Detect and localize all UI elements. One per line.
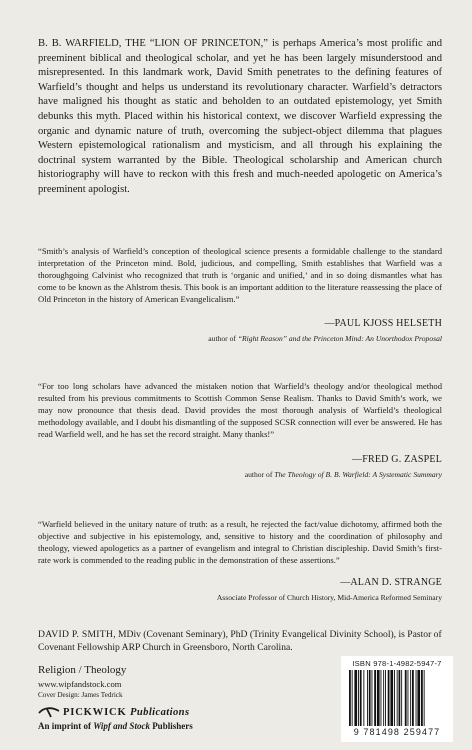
publisher-website: www.wipfandstock.com (38, 679, 122, 689)
imprint-suffix: Publishers (149, 721, 193, 731)
barcode-bar (349, 670, 351, 726)
barcode-bar (374, 670, 376, 726)
barcode-bar (381, 670, 382, 726)
barcode-bar (388, 670, 390, 726)
barcode-bar (399, 670, 401, 726)
affiliation-book-title: “Right Reason” and the Princeton Mind: An Unorthodox Proposal (237, 334, 442, 343)
barcode-bar (385, 670, 386, 726)
barcode-bars (349, 670, 445, 726)
barcode-bar (408, 670, 409, 726)
affiliation-prefix: author of (208, 334, 238, 343)
imprint-line (38, 721, 193, 731)
imprint-prefix: An imprint of (38, 721, 94, 731)
barcode-bar (383, 670, 384, 726)
book-description (38, 37, 442, 198)
barcode-bar (397, 670, 398, 726)
barcode-bar (417, 670, 420, 726)
cover-design-credit: Cover Design: James Tedrick (38, 691, 123, 699)
barcode-bar (390, 670, 393, 726)
barcode-bar (394, 670, 395, 726)
barcode-bar (416, 670, 417, 726)
description-lead: B. B. WARFIELD, THE “LION OF PRINCETON,” (38, 38, 268, 49)
endorsement-quote: “Smith’s analysis of Warfield’s conception of theological science presents a formidable challenge to the standard interpretation of the Princeton mind. Bold, judicious, and compelling, Smith establishes that Warfield was a thoroughgoing Calvinist who recognized that truth is ‘organic and unified,’ and in so doing dismantles what has come to be known as the Ahlstrom thesis. This book is an important addition to the literature reassessing the place of Old Princeton in the history of American Evangelicalism.” (38, 246, 442, 305)
isbn-label: ISBN 978-1-4982-5947-7 (352, 659, 442, 668)
endorser-name: —PAUL KJOSS HELSETH (324, 318, 442, 329)
author-name: DAVID P. SMITH (38, 629, 114, 640)
barcode-bar (372, 670, 373, 726)
barcode-bar (401, 670, 402, 726)
barcode-bar (367, 670, 368, 726)
barcode-bar (424, 670, 425, 726)
imprint-name: Wipf and Stock (93, 721, 150, 731)
endorsement-quote: “For too long scholars have advanced the mistaken notion that Warfield’s theology and/or theological method resulted from his previous commitments to Scottish Common Sense Realism. Thanks to David Smith’s work, we may now pronounce that thesis dead. David provides the most thorough analysis of Warfield’s theological methodology available, and I doubt his dismantling of the supposed SCSR connection will ever be answered. He has read Warfield well, and he has set the record straight. Many thanks!” (38, 381, 442, 440)
description-body: is perhaps America’s most prolific and preeminent biblical and theological scholar, and yet he has been largely misunderstood and misrepresented. In this landmark work, David Smith penetrates to the defining features of Warfield’s thought and helps us understand its revolutionary character. Warfield’s detractors have maligned his thought as static and beholden to an outdated epistemology, yet Smith debunks this myth. Placed within his historical context, we discover Warfield expressing the organic and dynamic nature of truth, overcoming the subject-object dilemma that plagues Western epistemological rationalism and mysticism, and all through his explaining the doctrinal system warranted by the Bible. Theological scholarship and American church historiography will have to reckon with this fresh and much-needed apologetic on America’s preeminent apologist. (38, 38, 442, 195)
endorser-affiliation (245, 470, 442, 479)
publisher-logo (38, 704, 190, 720)
barcode-bar (410, 670, 411, 726)
barcode-bar (354, 670, 357, 726)
barcode-bar (369, 670, 371, 726)
book-category: Religion / Theology (38, 664, 127, 676)
author-bio-text: , MDiv (Covenant Seminary), PhD (Trinity Evangelical Divinity School), is Pastor of Covenant Fellowship ARP Church in Greensboro, North Carolina. (38, 629, 442, 654)
barcode-bar (363, 670, 364, 726)
barcode-bar (421, 670, 423, 726)
endorser-affiliation (217, 593, 442, 602)
publisher-name-main: PICKWICK (63, 706, 127, 718)
affiliation-prefix: author of (244, 470, 275, 479)
publisher-name-suffix: Publications (129, 706, 190, 718)
endorser-name: —FRED G. ZASPEL (352, 454, 442, 465)
endorser-name: —ALAN D. STRANGE (340, 577, 442, 588)
barcode-bar (377, 670, 380, 726)
barcode-bar (405, 670, 407, 726)
barcode-bar (360, 670, 362, 726)
barcode-bar (352, 670, 353, 726)
author-bio (38, 628, 442, 655)
endorsement-quote: “Warfield believed in the unitary nature of truth: as a result, he rejected the fact/value dichotomy, affirmed both the objective and subjective in his epistemology, and, sensitive to history and the coordination of philosophy and theology, viewed apologetics as a partner of evangelism and integral to Christian discipleship. David Smith’s first-rate work is commended to the reading public in the demonstration of these assertions.” (38, 519, 442, 566)
barcode-digits: 9 781498 259477 (353, 727, 441, 737)
pickaxe-icon (38, 706, 60, 718)
publisher-name (63, 707, 190, 718)
affiliation-book-title: The Theology of B. B. Warfield: A Systematic Summary (274, 470, 442, 479)
isbn-barcode (341, 656, 453, 742)
barcode-bar (358, 670, 359, 726)
affiliation-prefix: Associate Professor of Church History, Mid-America Reformed Seminary (216, 593, 442, 602)
endorser-affiliation (208, 334, 442, 343)
barcode-bar (412, 670, 414, 726)
